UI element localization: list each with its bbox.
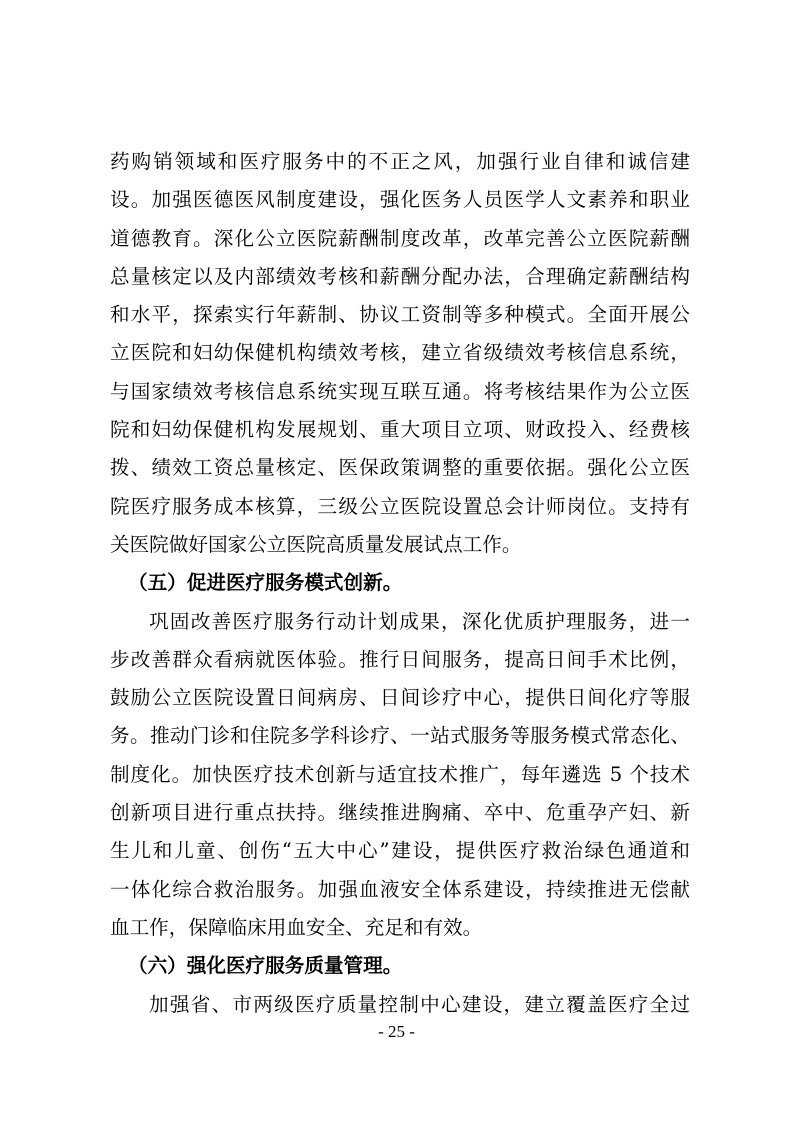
document-body <box>110 143 690 1024</box>
text-line-11: 关医院做好国家公立医院高质量发展试点工作。 <box>110 532 522 556</box>
text-line-8: 院和妇幼保健机构发展规划、重大项目立项、财政投入、经费核 <box>110 418 690 442</box>
text-line-14: 步改善群众看病就医体验。推行日间服务，提高日间手术比例， <box>110 647 690 671</box>
page-number: - 25 - <box>378 1022 415 1041</box>
text-line-4: 总量核定以及内部绩效考核和薪酬分配办法，合理确定薪酬结构 <box>110 264 690 288</box>
text-line-5: 和水平，探索实行年薪制、协议工资制等多种模式。全面开展公 <box>110 303 690 327</box>
section-heading-5: （五）促进医疗服务模式创新。 <box>128 571 403 595</box>
text-line-16: 务。推动门诊和住院多学科诊疗、一站式服务等服务模式常态化、 <box>110 724 690 748</box>
text-line-1: 药购销领域和医疗服务中的不正之风，加强行业自律和诚信建 <box>110 150 690 173</box>
text-line-2: 设。加强医德医风制度建设，强化医务人员医学人文素养和职业 <box>110 188 690 212</box>
text-line-19: 生儿和儿童、创伤“五大中心”建设，提供医疗救治绿色通道和 <box>110 839 690 863</box>
text-line-6: 立医院和妇幼保健机构绩效考核，建立省级绩效考核信息系统， <box>110 341 690 365</box>
text-line-7: 与国家绩效考核信息系统实现互联互通。将考核结果作为公立医 <box>110 379 690 403</box>
text-line-15: 鼓励公立医院设置日间病房、日间诊疗中心，提供日间化疗等服 <box>110 686 690 710</box>
text-line-17: 制度化。加快医疗技术创新与适宜技术推广，每年遴选 5 个技术 <box>110 762 690 786</box>
text-line-3: 道德教育。深化公立医院薪酬制度改革，改革完善公立医院薪酬 <box>110 226 690 250</box>
section-heading-6: （六）强化医疗服务质量管理。 <box>128 954 403 978</box>
text-line-13: 巩固改善医疗服务行动计划成果，深化优质护理服务，进一 <box>149 609 690 633</box>
text-line-9: 拨、绩效工资总量核定、医保政策调整的重要依据。强化公立医 <box>110 456 690 480</box>
text-line-21: 血工作，保障临床用血安全、充足和有效。 <box>110 915 483 939</box>
text-line-18: 创新项目进行重点扶持。继续推进胸痛、卒中、危重孕产妇、新 <box>110 801 690 825</box>
text-line-10: 院医疗服务成本核算，三级公立医院设置总会计师岗位。支持有 <box>110 494 690 518</box>
text-line-23: 加强省、市两级医疗质量控制中心建设，建立覆盖医疗全过 <box>149 992 690 1016</box>
text-line-20: 一体化综合救治服务。加强血液安全体系建设，持续推进无偿献 <box>110 877 690 901</box>
